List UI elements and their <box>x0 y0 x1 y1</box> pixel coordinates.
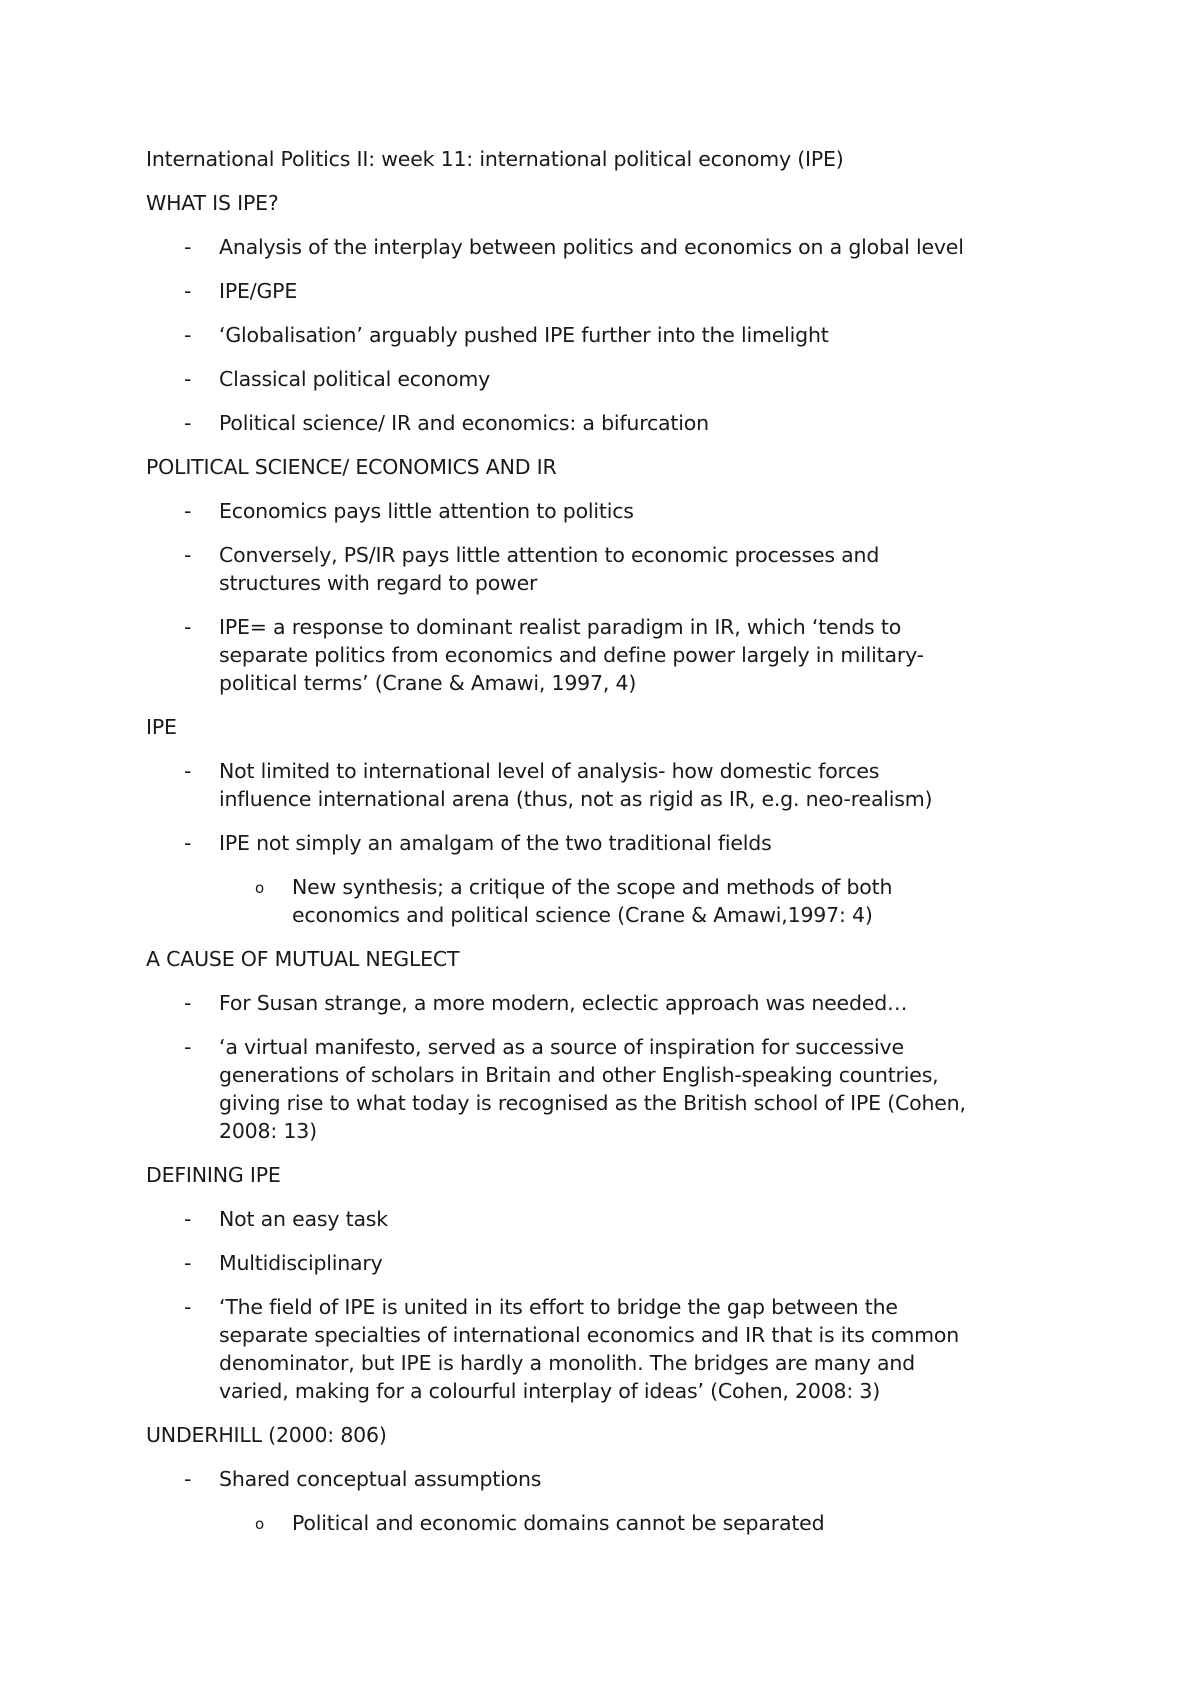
bullet-list <box>146 1465 1076 1537</box>
bullet-text-line: Economics pays little attention to politics <box>219 499 634 523</box>
bullet-text-line: structures with regard to power <box>219 571 538 595</box>
bullet-text-line: political terms’ (Crane & Amawi, 1997, 4) <box>219 671 637 695</box>
section-heading: POLITICAL SCIENCE/ ECONOMICS AND IR <box>146 455 557 479</box>
bullet-dash: - <box>184 991 192 1015</box>
bullet-dash: - <box>184 1467 192 1491</box>
bullet-item <box>146 1293 1076 1405</box>
bullet-text <box>219 1033 1076 1145</box>
bullet-text-line: giving rise to what today is recognised as the British school of IPE (Cohen, <box>219 1091 966 1115</box>
bullet-dash: - <box>184 1251 192 1275</box>
sub-bullet-text <box>292 873 1076 929</box>
bullet-text <box>219 757 1076 813</box>
bullet-item <box>146 1205 1076 1233</box>
sub-bullet-item <box>219 1509 1076 1537</box>
bullet-item <box>146 541 1076 597</box>
bullet-text <box>219 409 1076 437</box>
bullet-text-line: For Susan strange, a more modern, eclectic approach was needed… <box>219 991 908 1015</box>
bullet-dash: - <box>184 499 192 523</box>
bullet-text-line: Multidisciplinary <box>219 1251 383 1275</box>
bullet-text <box>219 1249 1076 1277</box>
bullet-text-line: ‘Globalisation’ arguably pushed IPE further into the limelight <box>219 323 829 347</box>
bullet-text-line: separate politics from economics and define power largely in military- <box>219 643 924 667</box>
bullet-item <box>146 1249 1076 1277</box>
document-title: International Politics II: week 11: international political economy (IPE) <box>146 147 844 171</box>
bullet-text-line: Not an easy task <box>219 1207 388 1231</box>
bullet-dash: - <box>184 1035 192 1059</box>
bullet-text <box>219 541 1076 597</box>
bullet-item <box>146 1033 1076 1145</box>
bullet-text-line: separate specialties of international economics and IR that is its common <box>219 1323 960 1347</box>
bullet-text-line: ‘a virtual manifesto, served as a source of inspiration for successive <box>219 1035 904 1059</box>
bullet-text-line: 2008: 13) <box>219 1119 317 1143</box>
sub-bullet-list <box>219 1509 1076 1537</box>
bullet-item <box>146 829 1076 929</box>
bullet-item <box>146 409 1076 437</box>
bullet-text-line: IPE/GPE <box>219 279 298 303</box>
document-body <box>146 145 1076 1553</box>
bullet-text-line: generations of scholars in Britain and other English-speaking countries, <box>219 1063 939 1087</box>
bullet-text <box>219 829 1076 857</box>
bullet-item <box>146 365 1076 393</box>
section-heading: A CAUSE OF MUTUAL NEGLECT <box>146 947 460 971</box>
sub-bullet-circle: o <box>255 879 264 897</box>
section-heading: IPE <box>146 715 177 739</box>
bullet-dash: - <box>184 323 192 347</box>
bullet-item <box>146 613 1076 697</box>
bullet-text <box>219 1293 1076 1405</box>
bullet-text-line: Conversely, PS/IR pays little attention to economic processes and <box>219 543 880 567</box>
bullet-text <box>219 321 1076 349</box>
bullet-text-line: Classical political economy <box>219 367 491 391</box>
bullet-text <box>219 1465 1076 1493</box>
bullet-text <box>219 277 1076 305</box>
bullet-dash: - <box>184 1207 192 1231</box>
bullet-list <box>146 1205 1076 1405</box>
bullet-text <box>219 1205 1076 1233</box>
bullet-dash: - <box>184 279 192 303</box>
bullet-text <box>219 613 1076 697</box>
sub-bullet-circle: o <box>255 1515 264 1533</box>
section-heading: DEFINING IPE <box>146 1163 281 1187</box>
bullet-dash: - <box>184 367 192 391</box>
bullet-item <box>146 1465 1076 1537</box>
section-heading: UNDERHILL (2000: 806) <box>146 1423 387 1447</box>
bullet-dash: - <box>184 411 192 435</box>
bullet-item <box>146 989 1076 1017</box>
bullet-item <box>146 497 1076 525</box>
bullet-text-line: Political science/ IR and economics: a bifurcation <box>219 411 709 435</box>
bullet-dash: - <box>184 831 192 855</box>
bullet-text <box>219 233 1076 261</box>
bullet-text <box>219 989 1076 1017</box>
bullet-text-line: influence international arena (thus, not as rigid as IR, e.g. neo-realism) <box>219 787 933 811</box>
sub-bullet-list <box>219 873 1076 929</box>
bullet-text-line: Shared conceptual assumptions <box>219 1467 542 1491</box>
bullet-dash: - <box>184 1295 192 1319</box>
bullet-text-line: Not limited to international level of analysis- how domestic forces <box>219 759 880 783</box>
sub-bullet-item <box>219 873 1076 929</box>
bullet-dash: - <box>184 543 192 567</box>
bullet-list <box>146 497 1076 697</box>
bullet-item <box>146 321 1076 349</box>
sub-bullet-text-line: New synthesis; a critique of the scope and methods of both <box>292 875 893 899</box>
bullet-text <box>219 365 1076 393</box>
bullet-item <box>146 233 1076 261</box>
bullet-dash: - <box>184 759 192 783</box>
sub-bullet-text-line: Political and economic domains cannot be separated <box>292 1511 825 1535</box>
bullet-list <box>146 989 1076 1145</box>
bullet-text-line: ‘The field of IPE is united in its effort to bridge the gap between the <box>219 1295 898 1319</box>
sections-container <box>146 189 1076 1537</box>
bullet-text-line: IPE= a response to dominant realist paradigm in IR, which ‘tends to <box>219 615 902 639</box>
bullet-text-line: denominator, but IPE is hardly a monolith. The bridges are many and <box>219 1351 915 1375</box>
bullet-text-line: varied, making for a colourful interplay of ideas’ (Cohen, 2008: 3) <box>219 1379 881 1403</box>
bullet-dash: - <box>184 615 192 639</box>
bullet-text-line: IPE not simply an amalgam of the two traditional fields <box>219 831 772 855</box>
bullet-item <box>146 277 1076 305</box>
bullet-text-line: Analysis of the interplay between politics and economics on a global level <box>219 235 964 259</box>
section-heading: WHAT IS IPE? <box>146 191 279 215</box>
sub-bullet-text-line: economics and political science (Crane & Amawi,1997: 4) <box>292 903 873 927</box>
bullet-text <box>219 497 1076 525</box>
bullet-list <box>146 233 1076 437</box>
bullet-item <box>146 757 1076 813</box>
sub-bullet-text <box>292 1509 1076 1537</box>
bullet-dash: - <box>184 235 192 259</box>
bullet-list <box>146 757 1076 929</box>
